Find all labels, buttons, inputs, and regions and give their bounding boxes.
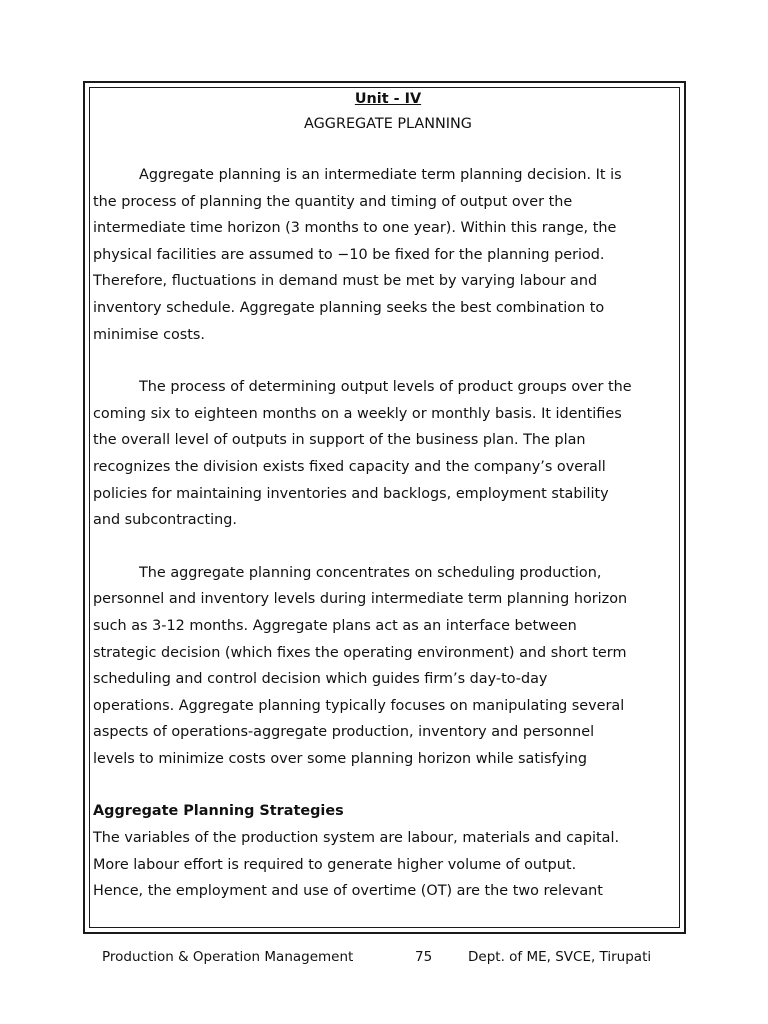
paragraph-line: The process of determining output levels of product groups over the bbox=[139, 379, 632, 396]
footer-course-title: Production & Operation Management bbox=[102, 949, 354, 965]
paragraph-line: inventory schedule. Aggregate planning seeks the best combination to bbox=[93, 299, 605, 316]
paragraph-line: scheduling and control decision which guides firm’s day-to-day bbox=[93, 671, 548, 688]
section-heading: Aggregate Planning Strategies bbox=[93, 803, 344, 820]
paragraph-line: Aggregate planning is an intermediate term planning decision. It is bbox=[139, 167, 622, 183]
page-title: AGGREGATE PLANNING bbox=[304, 116, 472, 132]
paragraph-line: policies for maintaining inventories and backlogs, employment stability bbox=[93, 485, 609, 502]
paragraph-line: coming six to eighteen months on a weekly or monthly basis. It identifies bbox=[93, 405, 622, 422]
paragraph-line: such as 3-12 months. Aggregate plans act as an interface between bbox=[93, 617, 577, 634]
paragraph-line: The aggregate planning concentrates on scheduling production, bbox=[139, 564, 602, 581]
paragraph-line: the process of planning the quantity and timing of output over the bbox=[93, 193, 573, 210]
paragraph-line: and subcontracting. bbox=[93, 512, 237, 529]
paragraph-line: aspects of operations-aggregate production, inventory and personnel bbox=[93, 724, 595, 741]
paragraph-line: The variables of the production system are labour, materials and capital. bbox=[93, 830, 620, 847]
footer-department: Dept. of ME, SVCE, Tirupati bbox=[468, 949, 652, 965]
paragraph-line: personnel and inventory levels during intermediate term planning horizon bbox=[93, 591, 628, 608]
paragraph-line: operations. Aggregate planning typically focuses on manipulating several bbox=[93, 697, 625, 714]
paragraph-line: levels to minimize costs over some planning horizon while satisfying bbox=[93, 750, 588, 767]
footer-page-number: 75 bbox=[415, 949, 433, 965]
paragraph-1 bbox=[93, 162, 683, 348]
paragraph-line: intermediate time horizon (3 months to one year). Within this range, the bbox=[93, 220, 617, 237]
paragraph-line: More labour effort is required to generate higher volume of output. bbox=[93, 856, 577, 873]
paragraph-line: the overall level of outputs in support of the business plan. The plan bbox=[93, 432, 586, 449]
paragraph-3 bbox=[93, 560, 683, 773]
unit-heading: Unit - IV bbox=[354, 91, 422, 107]
page-content bbox=[93, 86, 683, 905]
paragraph-line: Therefore, fluctuations in demand must be met by varying labour and bbox=[93, 273, 598, 290]
paragraph-line: Hence, the employment and use of overtime (OT) are the two relevant bbox=[93, 883, 603, 900]
paragraph-line: physical facilities are assumed to −10 be fixed for the planning period. bbox=[93, 246, 605, 263]
paragraph-line: strategic decision (which fixes the operating environment) and short term bbox=[93, 644, 627, 661]
paragraph-2 bbox=[93, 374, 683, 534]
paragraph-line: recognizes the division exists fixed capacity and the company’s overall bbox=[93, 458, 606, 475]
section-strategies bbox=[93, 798, 683, 904]
paragraph-line: minimise costs. bbox=[93, 326, 206, 343]
